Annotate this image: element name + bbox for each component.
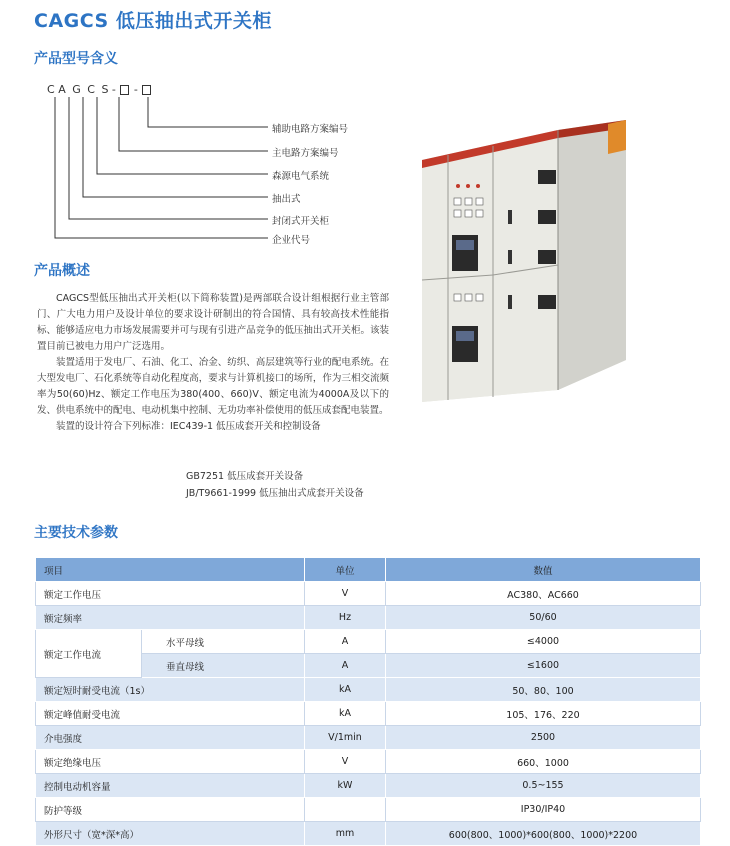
overview-text [37, 291, 389, 435]
param-subname: 水平母线 [142, 630, 305, 654]
param-name: 额定绝缘电压 [36, 750, 305, 774]
params-heading: 主要技术参数 [34, 525, 118, 541]
overview-paragraph: CAGCS型低压抽出式开关柜(以下简称装置)是两部联合设计组根据行业主管部门、广大电力用户及设计单位的要求设计研制出的符合国情、具有较高技术性能指标、能够适应电力市场发展需要并可与现有引进产品竞争的低压抽出式开关柜。该装置目前已被电力用户广泛选用。 [37, 293, 389, 352]
param-name: 额定短时耐受电流（1s） [36, 678, 305, 702]
param-value: ≤4000 [386, 630, 701, 654]
param-unit [305, 798, 386, 822]
param-name: 额定频率 [36, 606, 305, 630]
param-value: 105、176、220 [386, 702, 701, 726]
table-row [36, 678, 701, 702]
param-unit: mm [305, 822, 386, 846]
diagram-label: 辅助电路方案编号 [272, 124, 349, 135]
param-name: 额定工作电压 [36, 582, 305, 606]
standard-line: JB/T9661-1999 低压抽出式成套开关设备 [186, 488, 364, 499]
diagram-label: 抽出式 [272, 194, 301, 205]
overview-heading: 产品概述 [34, 263, 90, 279]
diagram-label: 企业代号 [272, 235, 311, 246]
diagram-label: 主电路方案编号 [272, 148, 339, 159]
param-name: 额定峰值耐受电流 [36, 702, 305, 726]
param-name: 外形尺寸（宽*深*高） [36, 822, 305, 846]
table-row [36, 606, 701, 630]
param-unit: kW [305, 774, 386, 798]
code-dash: - [111, 83, 116, 96]
table-row [36, 630, 701, 654]
code-letter: G [72, 83, 81, 96]
param-value: AC380、AC660 [386, 582, 701, 606]
param-unit: kA [305, 678, 386, 702]
param-value: 0.5~155 [386, 774, 701, 798]
table-row [36, 774, 701, 798]
switchgear-cabinet-image [418, 110, 640, 410]
table-header-row [36, 558, 701, 582]
param-unit: A [305, 654, 386, 678]
param-subname: 垂直母线 [142, 654, 305, 678]
param-unit: V/1min [305, 726, 386, 750]
param-value: IP30/IP40 [386, 798, 701, 822]
table-row [36, 798, 701, 822]
table-row [36, 582, 701, 606]
param-value: ≤1600 [386, 654, 701, 678]
param-name: 额定工作电流 [36, 630, 142, 678]
model-meaning-heading: 产品型号含义 [34, 51, 118, 67]
diagram-label: 封闭式开关柜 [272, 216, 330, 227]
param-value: 50/60 [386, 606, 701, 630]
param-name: 控制电动机容量 [36, 774, 305, 798]
header-cell: 单位 [305, 558, 386, 582]
code-letter: S [101, 83, 109, 96]
table-row [36, 702, 701, 726]
standard-line: GB7251 低压成套开关设备 [186, 471, 304, 482]
param-value: 50、80、100 [386, 678, 701, 702]
param-name: 介电强度 [36, 726, 305, 750]
overview-paragraph: 装置的设计符合下列标准：IEC439-1 低压成套开关和控制设备 [56, 421, 321, 432]
param-unit: kA [305, 702, 386, 726]
code-dash: - [133, 83, 138, 96]
table-row [36, 726, 701, 750]
page-title: CAGCS 低压抽出式开关柜 [34, 10, 272, 32]
header-cell: 数值 [386, 558, 701, 582]
param-unit: V [305, 750, 386, 774]
param-unit: V [305, 582, 386, 606]
param-value: 600(800、1000)*600(800、1000)*2200 [386, 822, 701, 846]
spec-table [35, 557, 701, 846]
table-row [36, 750, 701, 774]
param-unit: A [305, 630, 386, 654]
param-unit: Hz [305, 606, 386, 630]
diagram-label: 森源电气系统 [272, 171, 330, 182]
header-cell: 项目 [36, 558, 305, 582]
param-name: 防护等级 [36, 798, 305, 822]
table-row [36, 822, 701, 846]
code-letter: A [58, 83, 66, 96]
code-letter: C [47, 83, 55, 96]
param-value: 660、1000 [386, 750, 701, 774]
code-letter: C [87, 83, 95, 96]
overview-paragraph: 装置适用于发电厂、石油、化工、冶金、纺织、高层建筑等行业的配电系统。在大型发电厂、石化系统等自动化程度高，要求与计算机接口的场所，作为三相交流频率为50(60)Hz、额定工作电压为380(400、660)V、额定电流为4000A及以下的发、供电系统中的配电、电动机集中控制、无功功率补偿使用的低压成套配电装置。 [37, 357, 389, 416]
param-value: 2500 [386, 726, 701, 750]
